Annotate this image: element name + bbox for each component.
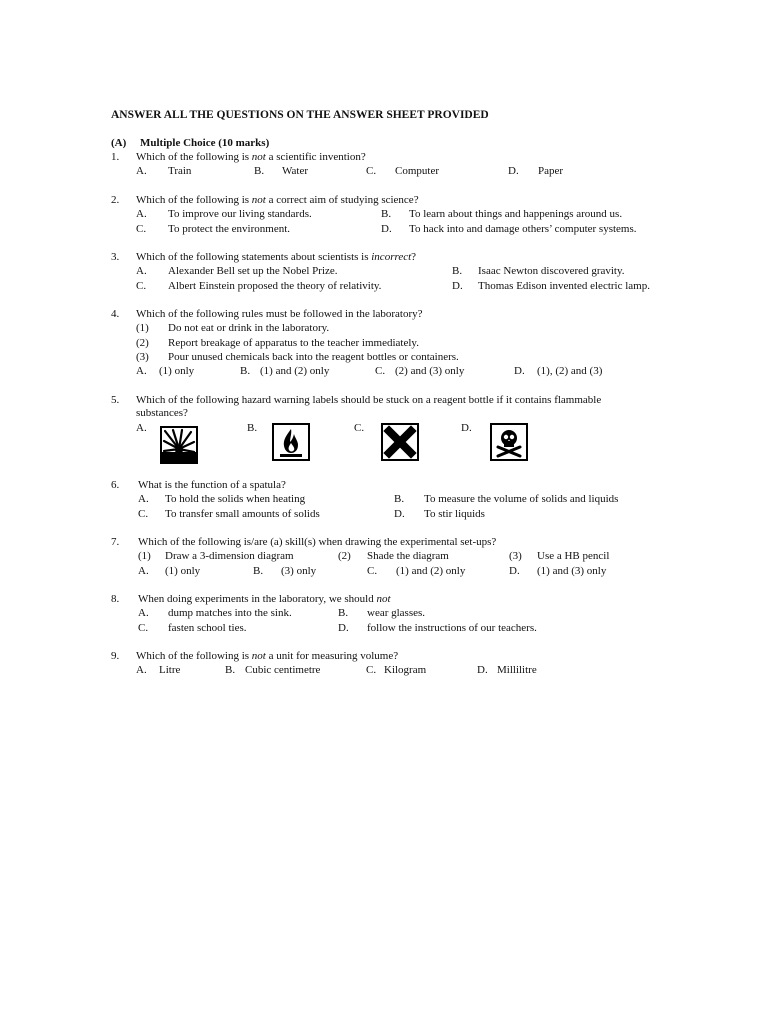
option-text: fasten school ties. [168, 622, 247, 634]
question-text: Which of the following is/are (a) skill(s) when drawing the experimental set-ups? [138, 536, 497, 548]
harmful-icon [381, 423, 419, 461]
question-text: Which of the following is not a unit for measuring volume? [136, 650, 399, 662]
option-label: C. [375, 365, 386, 377]
option-label: D. [452, 280, 463, 292]
option-label: C. [366, 664, 377, 676]
option-label: D. [394, 508, 405, 520]
option-text: wear glasses. [367, 607, 426, 619]
option-label: C. [366, 165, 377, 177]
option-text: (1) only [165, 565, 201, 577]
option-text: Train [168, 165, 192, 177]
option-text: To improve our living standards. [168, 208, 312, 220]
option-text: To protect the environment. [168, 223, 291, 235]
option-label: A. [136, 265, 147, 277]
skill-number: (1) [138, 550, 151, 562]
option-label: B. [394, 493, 405, 505]
option-label: A. [136, 208, 147, 220]
option-label: C. [138, 622, 149, 634]
question-number: 8. [111, 593, 120, 605]
option-text: To measure the volume of solids and liquids [424, 493, 619, 505]
option-text: follow the instructions of our teachers. [367, 622, 537, 634]
option-label: A. [138, 607, 149, 619]
question-number: 9. [111, 650, 120, 662]
option-label: B. [225, 664, 236, 676]
question-number: 1. [111, 151, 120, 163]
option-label: B. [452, 265, 463, 277]
question-text-line-2: substances? [136, 407, 188, 419]
option-label: D. [514, 365, 525, 377]
option-label: C. [354, 422, 365, 434]
option-label: B. [338, 607, 349, 619]
option-label: D. [461, 422, 472, 434]
option-text: To hold the solids when heating [165, 493, 306, 505]
section-label: (A) [111, 137, 127, 149]
flammable-icon [272, 423, 310, 461]
option-label: D. [477, 664, 488, 676]
question-text: Which of the following rules must be followed in the laboratory? [136, 308, 423, 320]
option-text: To hack into and damage others’ computer systems. [409, 223, 637, 235]
rule-text: Report breakage of apparatus to the teacher immediately. [168, 337, 419, 349]
option-text: Isaac Newton discovered gravity. [478, 265, 625, 277]
option-text: (3) only [281, 565, 317, 577]
rule-text: Pour unused chemicals back into the reagent bottles or containers. [168, 351, 459, 363]
skill-number: (2) [338, 550, 351, 562]
option-label: A. [138, 493, 149, 505]
question-text: Which of the following is not a correct aim of studying science? [136, 194, 419, 206]
option-text: To stir liquids [424, 508, 485, 520]
explosive-icon [160, 426, 198, 464]
option-label: C. [136, 280, 147, 292]
option-text: Paper [538, 165, 564, 177]
rule-number: (2) [136, 337, 149, 349]
skill-text: Use a HB pencil [537, 550, 610, 562]
question-number: 4. [111, 308, 120, 320]
option-label: D. [381, 223, 392, 235]
question-number: 3. [111, 251, 120, 263]
option-text: Cubic centimetre [245, 664, 321, 676]
question-number: 5. [111, 394, 120, 406]
option-text: (1) and (3) only [537, 565, 607, 577]
question-number: 2. [111, 194, 120, 206]
skill-number: (3) [509, 550, 522, 562]
option-label: B. [253, 565, 264, 577]
option-label: A. [136, 365, 147, 377]
skill-text: Draw a 3-dimension diagram [165, 550, 294, 562]
option-text: (1), (2) and (3) [537, 365, 603, 377]
option-label: C. [136, 223, 147, 235]
option-text: Computer [395, 165, 439, 177]
skill-text: Shade the diagram [367, 550, 449, 562]
option-text: (1) and (2) only [396, 565, 466, 577]
question-text: What is the function of a spatula? [138, 479, 286, 491]
rule-text: Do not eat or drink in the laboratory. [168, 322, 330, 334]
option-label: A. [138, 565, 149, 577]
toxic-icon [490, 423, 528, 461]
rule-number: (1) [136, 322, 149, 334]
option-text: dump matches into the sink. [168, 607, 292, 619]
option-label: A. [136, 664, 147, 676]
option-label: A. [136, 165, 147, 177]
option-label: D. [509, 565, 520, 577]
question-number: 7. [111, 536, 120, 548]
option-text: To learn about things and happenings around us. [409, 208, 623, 220]
option-text: Water [282, 165, 308, 177]
question-text: When doing experiments in the laboratory, we should not [138, 593, 391, 605]
option-text: Millilitre [497, 664, 537, 676]
option-label: C. [367, 565, 378, 577]
option-text: Kilogram [384, 664, 427, 676]
option-text: Thomas Edison invented electric lamp. [478, 280, 650, 292]
page-header: ANSWER ALL THE QUESTIONS ON THE ANSWER SHEET PROVIDED [111, 109, 489, 121]
option-text: Alexander Bell set up the Nobel Prize. [168, 265, 338, 277]
option-label: D. [508, 165, 519, 177]
option-text: (2) and (3) only [395, 365, 465, 377]
option-label: B. [247, 422, 258, 434]
option-label: B. [240, 365, 251, 377]
option-label: A. [136, 422, 147, 434]
rule-number: (3) [136, 351, 149, 363]
option-text: (1) only [159, 365, 195, 377]
option-text: (1) and (2) only [260, 365, 330, 377]
option-label: B. [254, 165, 265, 177]
question-text: Which of the following statements about scientists is incorrect? [136, 251, 417, 263]
option-label: D. [338, 622, 349, 634]
option-text: Albert Einstein proposed the theory of relativity. [168, 280, 382, 292]
question-number: 6. [111, 479, 120, 491]
question-text: Which of the following is not a scientific invention? [136, 151, 366, 163]
section-title: Multiple Choice (10 marks) [140, 137, 270, 149]
option-label: C. [138, 508, 149, 520]
option-text: Litre [159, 664, 181, 676]
option-text: To transfer small amounts of solids [165, 508, 320, 520]
option-label: B. [381, 208, 392, 220]
question-text-line-1: Which of the following hazard warning labels should be stuck on a reagent bottle if it contains flammable [136, 394, 602, 406]
